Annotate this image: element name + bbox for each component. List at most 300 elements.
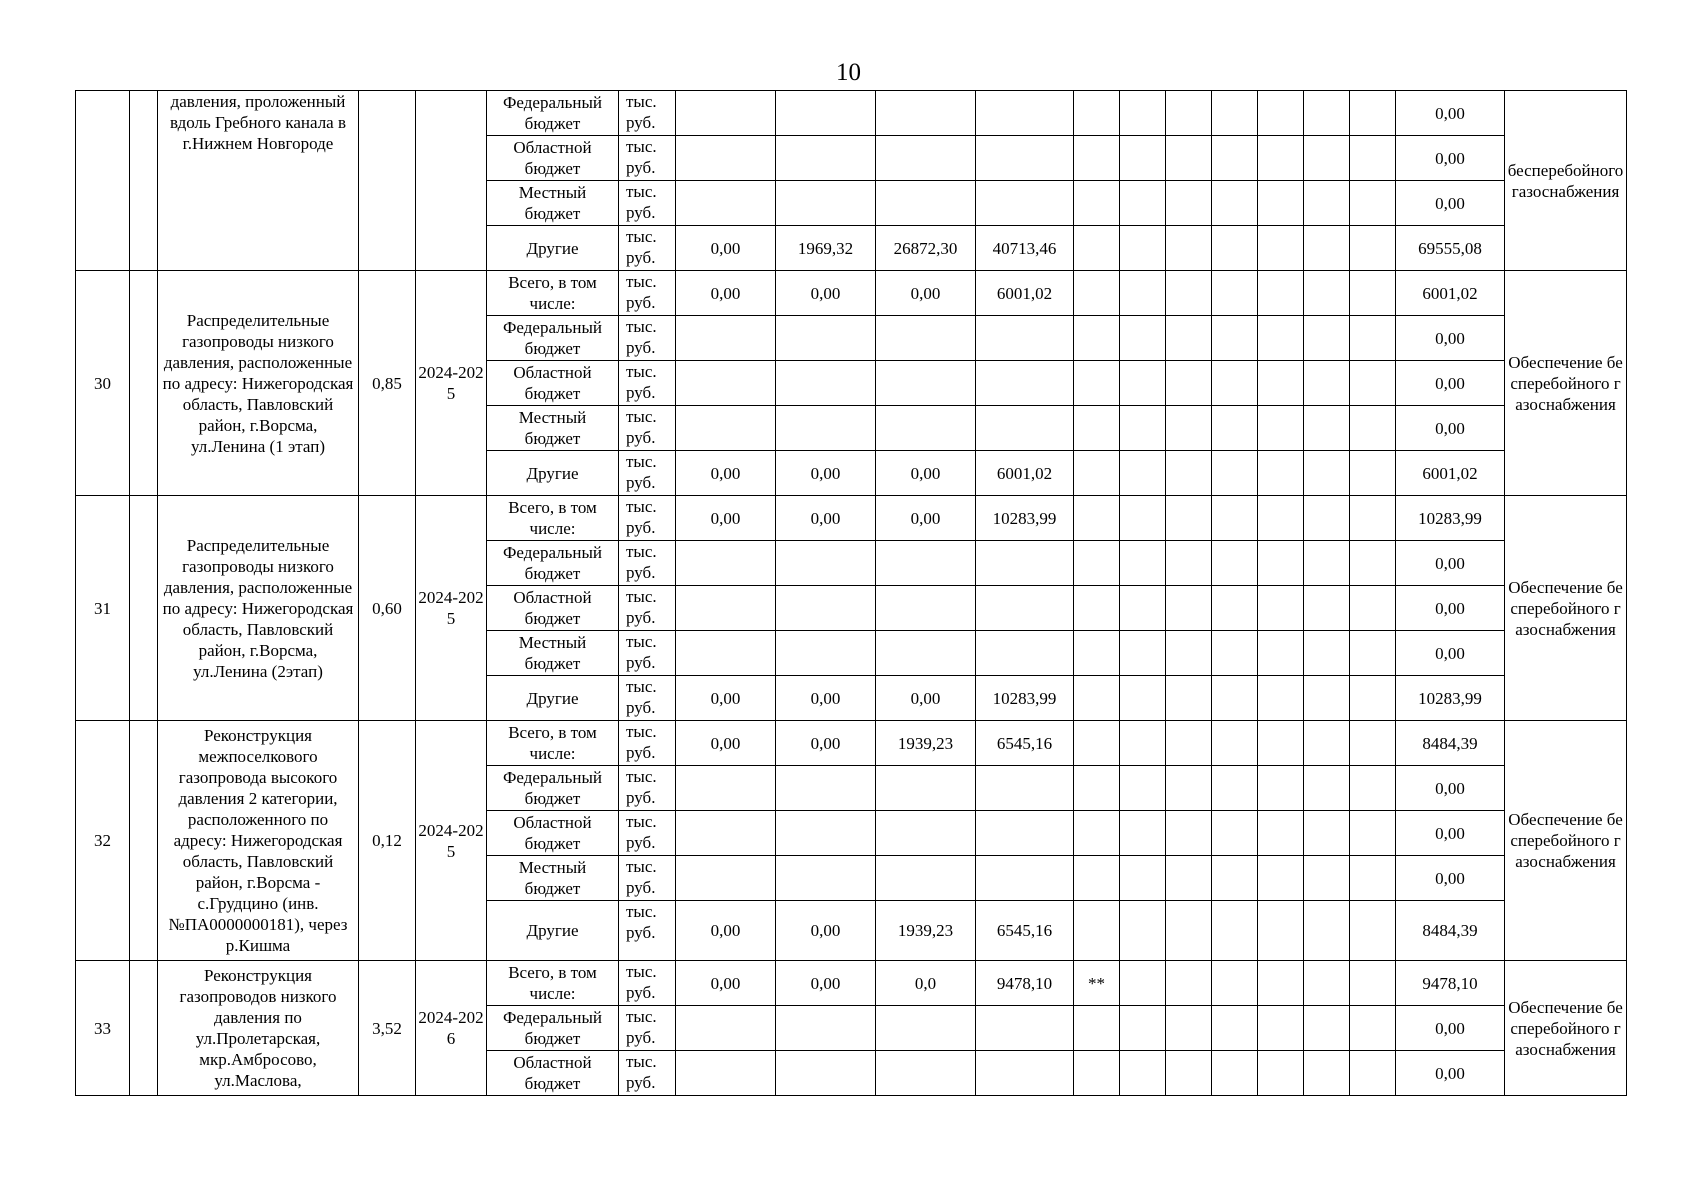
empty-cell [1212, 631, 1258, 676]
blank-cell [130, 961, 158, 1096]
empty-cell [1166, 721, 1212, 766]
empty-cell [1120, 361, 1166, 406]
empty-cell [1350, 181, 1396, 226]
item-number: 33 [76, 961, 130, 1096]
empty-cell [1258, 811, 1304, 856]
empty-cell [1304, 361, 1350, 406]
empty-cell [1120, 496, 1166, 541]
mark-cell [1074, 586, 1120, 631]
empty-cell [1212, 136, 1258, 181]
empty-cell [1212, 541, 1258, 586]
empty-cell [1120, 1051, 1166, 1096]
value-4 [976, 766, 1074, 811]
value-4 [976, 136, 1074, 181]
total-value: 0,00 [1396, 1051, 1505, 1096]
empty-cell [1212, 1006, 1258, 1051]
empty-cell [1212, 811, 1258, 856]
value-4 [976, 91, 1074, 136]
total-value: 0,00 [1396, 631, 1505, 676]
empty-cell [1120, 901, 1166, 961]
object-name: Распределительные газопроводы низкого давления, расположенные по адресу: Нижегородская область, Павловский район, г.Ворсма, ул.Ленина (2этап) [158, 496, 359, 721]
value-1: 0,00 [676, 676, 776, 721]
empty-cell [1166, 1051, 1212, 1096]
empty-cell [1258, 721, 1304, 766]
empty-cell [1120, 136, 1166, 181]
value-4: 6545,16 [976, 901, 1074, 961]
value-3 [876, 631, 976, 676]
empty-cell [1258, 961, 1304, 1006]
value-4 [976, 541, 1074, 586]
value-2 [776, 541, 876, 586]
value-1: 0,00 [676, 961, 776, 1006]
empty-cell [1166, 451, 1212, 496]
empty-cell [1120, 721, 1166, 766]
empty-cell [1304, 856, 1350, 901]
mark-cell [1074, 181, 1120, 226]
value-2 [776, 856, 876, 901]
empty-cell [1258, 496, 1304, 541]
empty-cell [1166, 1006, 1212, 1051]
value-1 [676, 586, 776, 631]
funding-source: Всего, в том числе: [487, 961, 619, 1006]
total-value: 6001,02 [1396, 271, 1505, 316]
empty-cell [1304, 451, 1350, 496]
funding-table [75, 90, 1627, 1096]
empty-cell [1350, 136, 1396, 181]
value-1 [676, 856, 776, 901]
length-km: 3,52 [359, 961, 416, 1096]
period: 2024-2026 [416, 961, 487, 1096]
object-name: давления, проложенный вдоль Гребного канала в г.Нижнем Новгороде [158, 91, 359, 271]
value-3 [876, 1006, 976, 1051]
total-value: 0,00 [1396, 541, 1505, 586]
unit-label: тыс. руб. [619, 496, 676, 541]
unit-label: тыс. руб. [619, 961, 676, 1006]
funding-source: Областной бюджет [487, 1051, 619, 1096]
value-2: 0,00 [776, 451, 876, 496]
value-1: 0,00 [676, 451, 776, 496]
empty-cell [1166, 541, 1212, 586]
unit-label: тыс. руб. [619, 676, 676, 721]
total-value: 0,00 [1396, 361, 1505, 406]
empty-cell [1212, 271, 1258, 316]
empty-cell [1166, 901, 1212, 961]
empty-cell [1350, 361, 1396, 406]
empty-cell [1350, 451, 1396, 496]
empty-cell [1166, 676, 1212, 721]
object-name: Распределительные газопроводы низкого давления, расположенные по адресу: Нижегородская область, Павловский район, г.Ворсма, ул.Ленина (1 этап) [158, 271, 359, 496]
mark-cell [1074, 631, 1120, 676]
funding-source: Федеральный бюджет [487, 766, 619, 811]
value-3: 0,00 [876, 676, 976, 721]
empty-cell [1304, 316, 1350, 361]
empty-cell [1212, 856, 1258, 901]
value-2 [776, 766, 876, 811]
empty-cell [1304, 766, 1350, 811]
value-1: 0,00 [676, 901, 776, 961]
empty-cell [1212, 961, 1258, 1006]
empty-cell [1120, 316, 1166, 361]
empty-cell [1120, 586, 1166, 631]
value-3: 0,00 [876, 496, 976, 541]
blank-cell [130, 721, 158, 961]
funding-source: Другие [487, 451, 619, 496]
value-2 [776, 181, 876, 226]
empty-cell [1212, 91, 1258, 136]
total-value: 8484,39 [1396, 721, 1505, 766]
empty-cell [1350, 586, 1396, 631]
empty-cell [1166, 136, 1212, 181]
empty-cell [1120, 856, 1166, 901]
unit-label: тыс. руб. [619, 901, 676, 961]
empty-cell [1120, 271, 1166, 316]
funding-source: Местный бюджет [487, 406, 619, 451]
funding-source: Федеральный бюджет [487, 316, 619, 361]
value-4: 6001,02 [976, 451, 1074, 496]
empty-cell [1166, 856, 1212, 901]
value-4 [976, 811, 1074, 856]
purpose: Обеспечение бесперебойного газоснабжения [1505, 961, 1627, 1096]
unit-label: тыс. руб. [619, 406, 676, 451]
unit-label: тыс. руб. [619, 586, 676, 631]
value-2: 1969,32 [776, 226, 876, 271]
empty-cell [1350, 811, 1396, 856]
value-2: 0,00 [776, 721, 876, 766]
unit-label: тыс. руб. [619, 631, 676, 676]
empty-cell [1166, 271, 1212, 316]
empty-cell [1350, 226, 1396, 271]
empty-cell [1212, 676, 1258, 721]
mark-cell [1074, 766, 1120, 811]
mark-cell [1074, 136, 1120, 181]
blank-cell [130, 271, 158, 496]
value-1 [676, 1006, 776, 1051]
empty-cell [1258, 91, 1304, 136]
value-3 [876, 856, 976, 901]
value-3: 1939,23 [876, 721, 976, 766]
unit-label: тыс. руб. [619, 766, 676, 811]
empty-cell [1166, 496, 1212, 541]
empty-cell [1258, 901, 1304, 961]
value-1 [676, 541, 776, 586]
length-km: 0,85 [359, 271, 416, 496]
value-3 [876, 406, 976, 451]
empty-cell [1212, 406, 1258, 451]
value-1: 0,00 [676, 721, 776, 766]
item-number [76, 91, 130, 271]
value-4 [976, 1051, 1074, 1096]
funding-source: Областной бюджет [487, 136, 619, 181]
empty-cell [1212, 496, 1258, 541]
empty-cell [1258, 1051, 1304, 1096]
empty-cell [1258, 541, 1304, 586]
empty-cell [1304, 676, 1350, 721]
empty-cell [1258, 856, 1304, 901]
empty-cell [1304, 1006, 1350, 1051]
total-value: 10283,99 [1396, 676, 1505, 721]
empty-cell [1212, 316, 1258, 361]
period: 2024-2025 [416, 496, 487, 721]
empty-cell [1304, 181, 1350, 226]
empty-cell [1350, 1051, 1396, 1096]
value-1 [676, 136, 776, 181]
purpose: Обеспечение бесперебойного газоснабжения [1505, 496, 1627, 721]
total-value: 0,00 [1396, 766, 1505, 811]
empty-cell [1258, 586, 1304, 631]
value-3 [876, 316, 976, 361]
total-value: 0,00 [1396, 856, 1505, 901]
empty-cell [1212, 721, 1258, 766]
length-km: 0,12 [359, 721, 416, 961]
empty-cell [1258, 676, 1304, 721]
funding-source: Федеральный бюджет [487, 91, 619, 136]
empty-cell [1166, 91, 1212, 136]
mark-cell [1074, 496, 1120, 541]
empty-cell [1212, 1051, 1258, 1096]
empty-cell [1166, 226, 1212, 271]
value-4: 6001,02 [976, 271, 1074, 316]
mark-cell [1074, 676, 1120, 721]
empty-cell [1212, 586, 1258, 631]
empty-cell [1120, 541, 1166, 586]
mark-cell: ** [1074, 961, 1120, 1006]
empty-cell [1212, 181, 1258, 226]
unit-label: тыс. руб. [619, 451, 676, 496]
empty-cell [1304, 631, 1350, 676]
empty-cell [1350, 721, 1396, 766]
table-row [76, 496, 1627, 541]
total-value: 0,00 [1396, 586, 1505, 631]
period [416, 91, 487, 271]
mark-cell [1074, 91, 1120, 136]
empty-cell [1350, 901, 1396, 961]
empty-cell [1304, 271, 1350, 316]
total-value: 0,00 [1396, 811, 1505, 856]
empty-cell [1166, 586, 1212, 631]
unit-label: тыс. руб. [619, 1006, 676, 1051]
value-1: 0,00 [676, 226, 776, 271]
empty-cell [1166, 811, 1212, 856]
empty-cell [1120, 1006, 1166, 1051]
empty-cell [1350, 271, 1396, 316]
total-value: 0,00 [1396, 136, 1505, 181]
unit-label: тыс. руб. [619, 136, 676, 181]
funding-source: Всего, в том числе: [487, 271, 619, 316]
empty-cell [1212, 361, 1258, 406]
empty-cell [1166, 961, 1212, 1006]
empty-cell [1350, 316, 1396, 361]
empty-cell [1304, 1051, 1350, 1096]
empty-cell [1304, 721, 1350, 766]
total-value: 8484,39 [1396, 901, 1505, 961]
funding-source: Местный бюджет [487, 181, 619, 226]
unit-label: тыс. руб. [619, 316, 676, 361]
mark-cell [1074, 901, 1120, 961]
empty-cell [1350, 406, 1396, 451]
blank-cell [130, 91, 158, 271]
mark-cell [1074, 721, 1120, 766]
value-3: 0,00 [876, 271, 976, 316]
empty-cell [1304, 811, 1350, 856]
value-2 [776, 136, 876, 181]
value-1: 0,00 [676, 496, 776, 541]
value-3 [876, 586, 976, 631]
funding-source: Другие [487, 676, 619, 721]
value-2 [776, 316, 876, 361]
value-2: 0,00 [776, 676, 876, 721]
empty-cell [1120, 811, 1166, 856]
value-3 [876, 766, 976, 811]
value-3 [876, 361, 976, 406]
funding-source: Областной бюджет [487, 811, 619, 856]
length-km: 0,60 [359, 496, 416, 721]
empty-cell [1258, 136, 1304, 181]
empty-cell [1350, 1006, 1396, 1051]
value-2: 0,00 [776, 271, 876, 316]
value-4: 6545,16 [976, 721, 1074, 766]
total-value: 0,00 [1396, 406, 1505, 451]
funding-source: Областной бюджет [487, 586, 619, 631]
total-value: 69555,08 [1396, 226, 1505, 271]
mark-cell [1074, 811, 1120, 856]
value-2 [776, 91, 876, 136]
value-2: 0,00 [776, 901, 876, 961]
mark-cell [1074, 1051, 1120, 1096]
table-row [76, 91, 1627, 136]
funding-source: Другие [487, 901, 619, 961]
funding-source: Всего, в том числе: [487, 496, 619, 541]
value-4 [976, 361, 1074, 406]
value-2 [776, 586, 876, 631]
empty-cell [1258, 631, 1304, 676]
empty-cell [1350, 541, 1396, 586]
period: 2024-2025 [416, 721, 487, 961]
value-3: 0,00 [876, 451, 976, 496]
mark-cell [1074, 856, 1120, 901]
empty-cell [1350, 676, 1396, 721]
empty-cell [1120, 451, 1166, 496]
empty-cell [1258, 316, 1304, 361]
empty-cell [1304, 961, 1350, 1006]
empty-cell [1166, 361, 1212, 406]
object-name: Реконструкция межпоселкового газопровода высокого давления 2 категории, расположенного по адресу: Нижегородская область, Павловский район, г.Ворсма - с.Грудцино (инв. №ПА0000000181), через р.Кишма [158, 721, 359, 961]
value-4: 10283,99 [976, 676, 1074, 721]
mark-cell [1074, 226, 1120, 271]
purpose: бесперебойного газоснабжения [1505, 91, 1627, 271]
empty-cell [1258, 406, 1304, 451]
mark-cell [1074, 451, 1120, 496]
table-row [76, 961, 1627, 1006]
mark-cell [1074, 271, 1120, 316]
empty-cell [1212, 766, 1258, 811]
empty-cell [1120, 91, 1166, 136]
empty-cell [1120, 406, 1166, 451]
empty-cell [1120, 676, 1166, 721]
unit-label: тыс. руб. [619, 181, 676, 226]
empty-cell [1350, 766, 1396, 811]
value-3 [876, 811, 976, 856]
funding-source: Другие [487, 226, 619, 271]
total-value: 10283,99 [1396, 496, 1505, 541]
empty-cell [1304, 901, 1350, 961]
value-4: 10283,99 [976, 496, 1074, 541]
empty-cell [1258, 226, 1304, 271]
value-1 [676, 811, 776, 856]
length-km [359, 91, 416, 271]
total-value: 0,00 [1396, 316, 1505, 361]
purpose: Обеспечение бесперебойного газоснабжения [1505, 271, 1627, 496]
funding-source: Федеральный бюджет [487, 1006, 619, 1051]
item-number: 30 [76, 271, 130, 496]
empty-cell [1258, 271, 1304, 316]
funding-source: Местный бюджет [487, 631, 619, 676]
value-1 [676, 91, 776, 136]
empty-cell [1120, 631, 1166, 676]
value-3 [876, 91, 976, 136]
empty-cell [1350, 856, 1396, 901]
value-1: 0,00 [676, 271, 776, 316]
total-value: 6001,02 [1396, 451, 1505, 496]
funding-source: Местный бюджет [487, 856, 619, 901]
funding-source: Областной бюджет [487, 361, 619, 406]
total-value: 0,00 [1396, 91, 1505, 136]
mark-cell [1074, 316, 1120, 361]
value-2 [776, 361, 876, 406]
value-2 [776, 1051, 876, 1096]
value-3 [876, 181, 976, 226]
value-1 [676, 1051, 776, 1096]
value-2 [776, 1006, 876, 1051]
unit-label: тыс. руб. [619, 226, 676, 271]
total-value: 0,00 [1396, 1006, 1505, 1051]
value-4: 40713,46 [976, 226, 1074, 271]
item-number: 31 [76, 496, 130, 721]
unit-label: тыс. руб. [619, 856, 676, 901]
empty-cell [1304, 541, 1350, 586]
page-number: 10 [836, 59, 861, 86]
empty-cell [1166, 631, 1212, 676]
unit-label: тыс. руб. [619, 1051, 676, 1096]
empty-cell [1304, 91, 1350, 136]
empty-cell [1304, 406, 1350, 451]
unit-label: тыс. руб. [619, 361, 676, 406]
purpose: Обеспечение бесперебойного газоснабжения [1505, 721, 1627, 961]
value-4 [976, 1006, 1074, 1051]
empty-cell [1258, 451, 1304, 496]
empty-cell [1350, 91, 1396, 136]
total-value: 0,00 [1396, 181, 1505, 226]
value-3 [876, 1051, 976, 1096]
mark-cell [1074, 361, 1120, 406]
empty-cell [1258, 361, 1304, 406]
object-name: Реконструкция газопроводов низкого давления по ул.Пролетарская, мкр.Амбросово, ул.Маслова, [158, 961, 359, 1096]
empty-cell [1212, 226, 1258, 271]
value-4: 9478,10 [976, 961, 1074, 1006]
value-2 [776, 406, 876, 451]
empty-cell [1166, 766, 1212, 811]
funding-source: Федеральный бюджет [487, 541, 619, 586]
value-4 [976, 631, 1074, 676]
empty-cell [1304, 226, 1350, 271]
empty-cell [1166, 181, 1212, 226]
unit-label: тыс. руб. [619, 271, 676, 316]
value-3: 1939,23 [876, 901, 976, 961]
value-1 [676, 361, 776, 406]
unit-label: тыс. руб. [619, 541, 676, 586]
funding-source: Всего, в том числе: [487, 721, 619, 766]
empty-cell [1258, 1006, 1304, 1051]
period: 2024-2025 [416, 271, 487, 496]
